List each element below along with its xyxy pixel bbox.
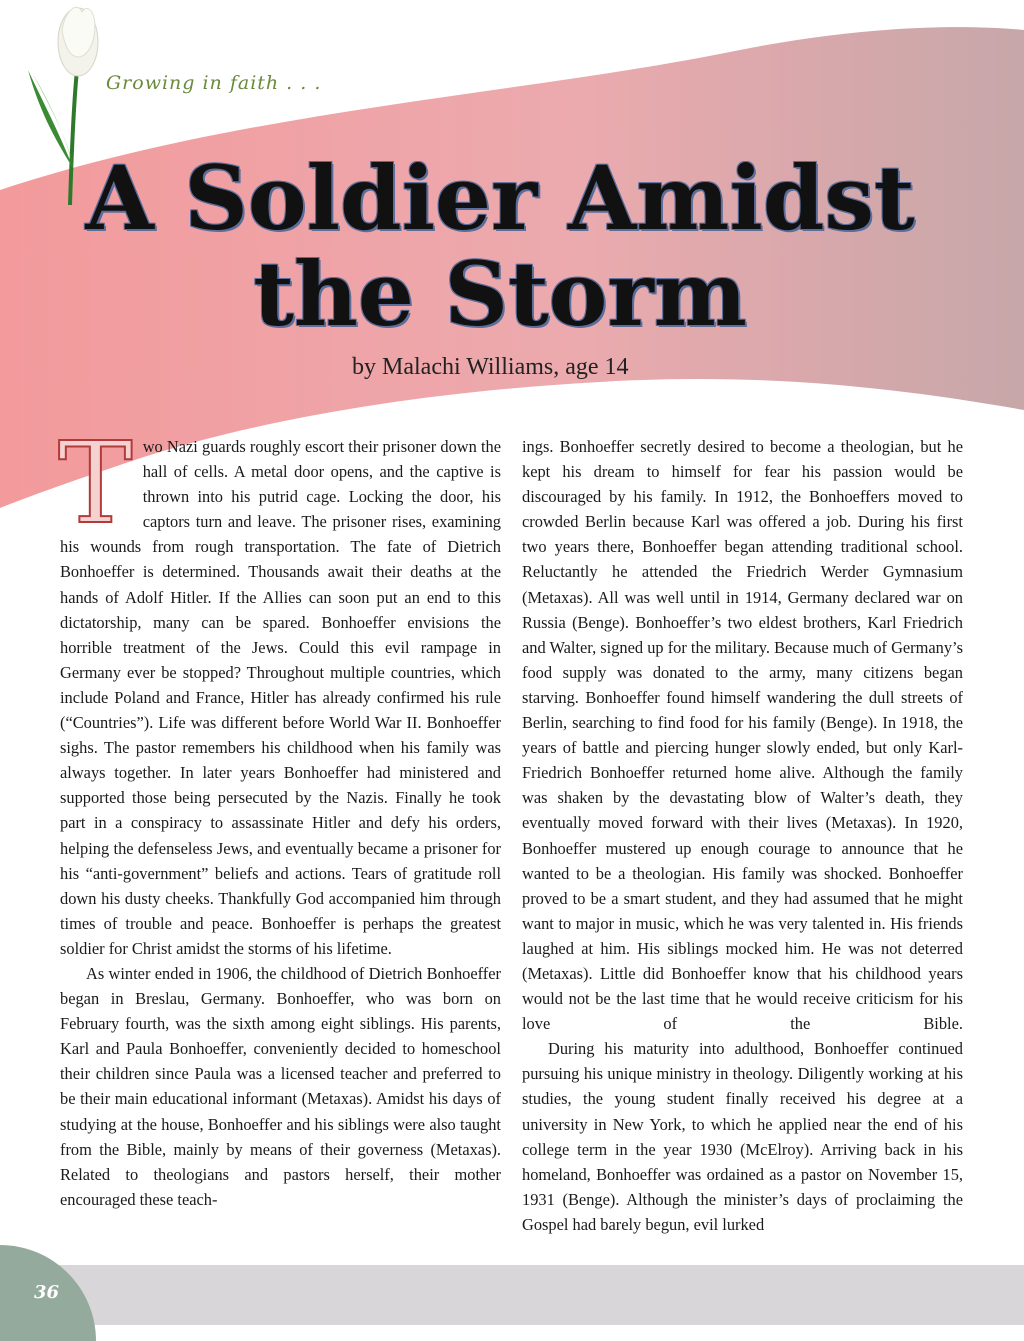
- byline: by Malachi Williams, age 14: [352, 354, 629, 380]
- drop-cap: T: [58, 419, 133, 549]
- paragraph-continued: ings. Bonhoeffer secretly desired to become a theologian, but he kept his dream to himself for fear his passion would be discouraged by his family. In 1912, the Bonhoeffers moved to crowded Berlin because Karl was offered a job. During his first two years there, Bonhoeffer began attending traditional school. Reluctantly he attended the Friedrich Werder Gymnasium (Metaxas). All was well until in 1914, Germany declared war on Russia (Benge). Bonhoeffer’s two eldest brothers, Karl Friedrich and Walter, signed up for the military. Because much of Germany’s food supply was donated to the army, many citizens began starving. Bonhoeffer found himself wandering the dull streets of Berlin, searching to find food for his family (Benge). In 1918, the years of battle and piercing hunger slowly ended, but only Karl-Friedrich Bonhoeffer returned home alive. Although the family was shaken by the devastating blow of Walter’s death, they eventually moved forward with their lives (Metaxas). In 1920, Bonhoeffer mustered up enough courage to announce that he wanted to be a theologian. His family was shocked. Bonhoeffer proved to be a smart student, and they had assumed that he might want to major in music, which he was very talented in. His friends laughed at him. His siblings mocked him. He was not deterred (Metaxas). Little did Bonhoeffer know that his childhood years would not be the last time that he would receive criticism for his love of the Bible.: [522, 437, 963, 1034]
- article-title: [0, 146, 1000, 346]
- left-column: [58, 419, 501, 1212]
- right-column: [522, 434, 963, 1237]
- page-number: 36: [34, 1282, 60, 1303]
- section-kicker: Growing in faith . . .: [106, 72, 322, 94]
- paragraph-intro-text: wo Nazi guards roughly escort their prisoner down the hall of cells. A metal door opens, and the captive is thrown into his putrid cage. Locking the door, his captors turn and leave. The prisoner rises, examining his wounds from rough transportation. The fate of Dietrich Bonhoeffer is determined. Thousands await their deaths at the hands of Adolf Hitler. If the Allies can soon put an end to this dictatorship, many can be spared. Bonhoeffer envisions the horrible treatment of the Jews. Could this evil rampage in Germany ever be stopped? Throughout multiple countries, which include Poland and France, Hitler has already confirmed his rule (“Countries”). Life was different before World War II. Bonhoeffer sighs. The pastor remembers his childhood when his family was always together. In later years Bonhoeffer had ministered and supported those being persecuted by the Nazis. Finally he took part in a conspiracy to assassinate Hitler and defy his orders, helping the defenseless Jews, and eventually became a prisoner for his “anti-government” beliefs and actions. Tears of gratitude roll down his dusty cheeks. Thankfully God accompanied him through times of trouble and peace. Bonhoeffer is perhaps the greatest soldier for Christ amidst the storms of his lifetime.: [60, 437, 501, 958]
- footer-bar: [0, 1265, 1024, 1325]
- paragraph-intro: [58, 419, 501, 961]
- title-line-1: A Soldier Amidst: [85, 146, 915, 250]
- paragraph-childhood: As winter ended in 1906, the childhood of Dietrich Bonhoeffer began in Breslau, Germany. Bonhoeffer, who was born on February fourth, was the sixth among eight siblings. His parents, Karl and Paula Bonhoeffer, conveniently decided to homeschool their children since Paula was a licensed teacher and preferred to be their main educational informant (Metaxas). Amidst his days of studying at the house, Bonhoeffer and his siblings were also taught from the Bible, mainly by means of their governess (Metaxas). Related to theologians and pastors herself, their mother encouraged these teach-: [60, 963, 501, 1209]
- paragraph-adulthood: During his maturity into adulthood, Bonhoeffer continued pursuing his unique ministry in theology. Diligently working at his studies, the young student finally received his degree at a university in New York, to which he applied near the end of his college term in the year 1930 (McElroy). Arriving back in his homeland, Bonhoeffer was ordained as a pastor on November 15, 1931 (Benge). Although the minister’s days of proclaiming the Gospel had barely begun, evil lurked: [522, 1039, 963, 1234]
- title-line-2: the Storm: [253, 242, 747, 346]
